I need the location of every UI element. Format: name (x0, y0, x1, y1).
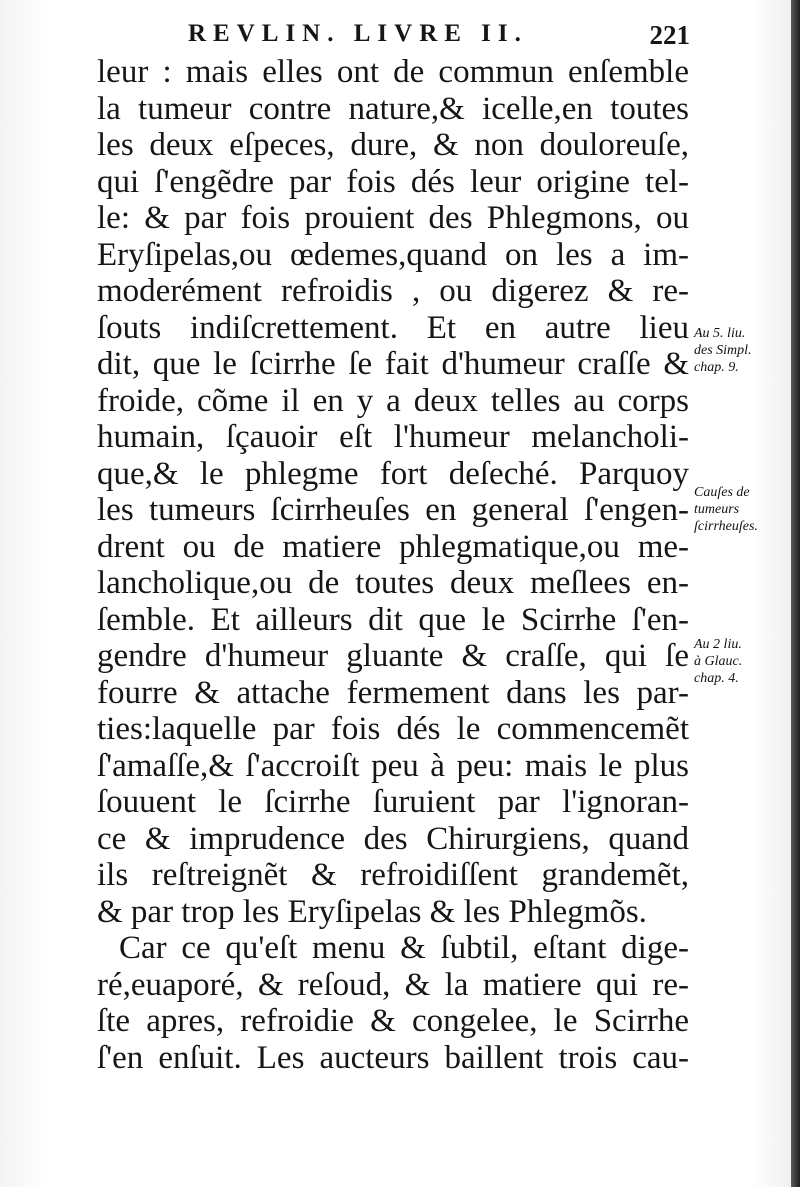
margin-note-line: des Simpl. (694, 343, 752, 358)
margin-note-line: chap. 9. (694, 360, 739, 375)
margin-note-line: chap. 4. (694, 671, 739, 686)
running-head: REVLIN. LIVRE II. (188, 20, 528, 47)
text-line: ré,euaporé, & reſoud, & la matiere qui re- (97, 966, 689, 1003)
margin-note-line: Au 5. liu. (694, 326, 746, 341)
text-line: ils reſtreignẽt & refroidiſſent grandemẽt, (97, 857, 689, 893)
text-line: drent ou de matiere phlegmatique,ou me- (97, 528, 689, 565)
text-line: moderément refroidis , ou digerez & re- (97, 273, 689, 309)
page-edge-shadow (791, 0, 800, 1187)
margin-note-line: Au 2 liu. (694, 637, 742, 652)
margin-note (694, 636, 794, 687)
margin-note-line: ſcirrheuſes. (694, 519, 758, 534)
text-line: leur : mais elles ont de commun enſemble (97, 54, 689, 90)
margin-note-line: tumeurs (694, 502, 740, 517)
text-line: dit, que le ſcirrhe ſe fait d'humeur craſſe & (97, 346, 689, 382)
margin-note (694, 325, 794, 376)
text-line: le: & par fois prouient des Phlegmons, ou (97, 200, 689, 236)
text-line: que,& le phlegme fort deſeché. Parquoy (97, 455, 689, 492)
text-line: ſemble. Et ailleurs dit que le Scirrhe ſ'en- (97, 601, 689, 638)
text-line: ſ'en enſuit. Les aucteurs baillent trois cau- (97, 1039, 689, 1076)
text-line: qui ſ'engẽdre par fois dés leur origine tel- (97, 163, 689, 200)
text-line: les tumeurs ſcirrheuſes en general ſ'engen- (97, 492, 689, 528)
text-line: froide, cõme il en y a deux telles au corps (97, 382, 689, 419)
text-line: ſouuent le ſcirrhe ſuruient par l'ignoran- (97, 784, 689, 820)
text-line: gendre d'humeur gluante & craſſe, qui ſe (97, 638, 689, 674)
text-line: ſouts indiſcrettement. Et en autre lieu (97, 309, 689, 346)
page-number: 221 (649, 20, 690, 50)
margin-note-line: à Glauc. (694, 654, 743, 669)
text-line: la tumeur contre nature,& icelle,en toutes (97, 90, 689, 127)
text-line: les deux eſpeces, dure, & non douloreuſe, (97, 127, 689, 163)
text-line: humain, ſçauoir eſt l'humeur melancholi- (97, 419, 689, 455)
text-line: & par trop les Eryſipelas & les Phlegmõs. (97, 893, 647, 930)
margin-note-line: Cauſes de (694, 485, 750, 500)
text-line: ſte apres, refroidie & congelee, le Scirrhe (97, 1003, 689, 1039)
margin-note (694, 484, 794, 535)
text-line: lancholique,ou de toutes deux meſlees en- (97, 565, 689, 601)
page-header (100, 14, 690, 54)
text-line: ce & imprudence des Chirurgiens, quand (97, 820, 689, 857)
text-line: Eryſipelas,ou œdemes,quand on les a im- (97, 236, 689, 273)
body-text (97, 54, 689, 1076)
text-line: fourre & attache fermement dans les par- (97, 674, 689, 711)
text-line: ties:laquelle par fois dés le commencemẽt (97, 711, 689, 747)
text-line: ſ'amaſſe,& ſ'accroiſt peu à peu: mais le plus (97, 747, 689, 784)
text-line: Car ce qu'eſt menu & ſubtil, eſtant dige- (119, 930, 689, 966)
